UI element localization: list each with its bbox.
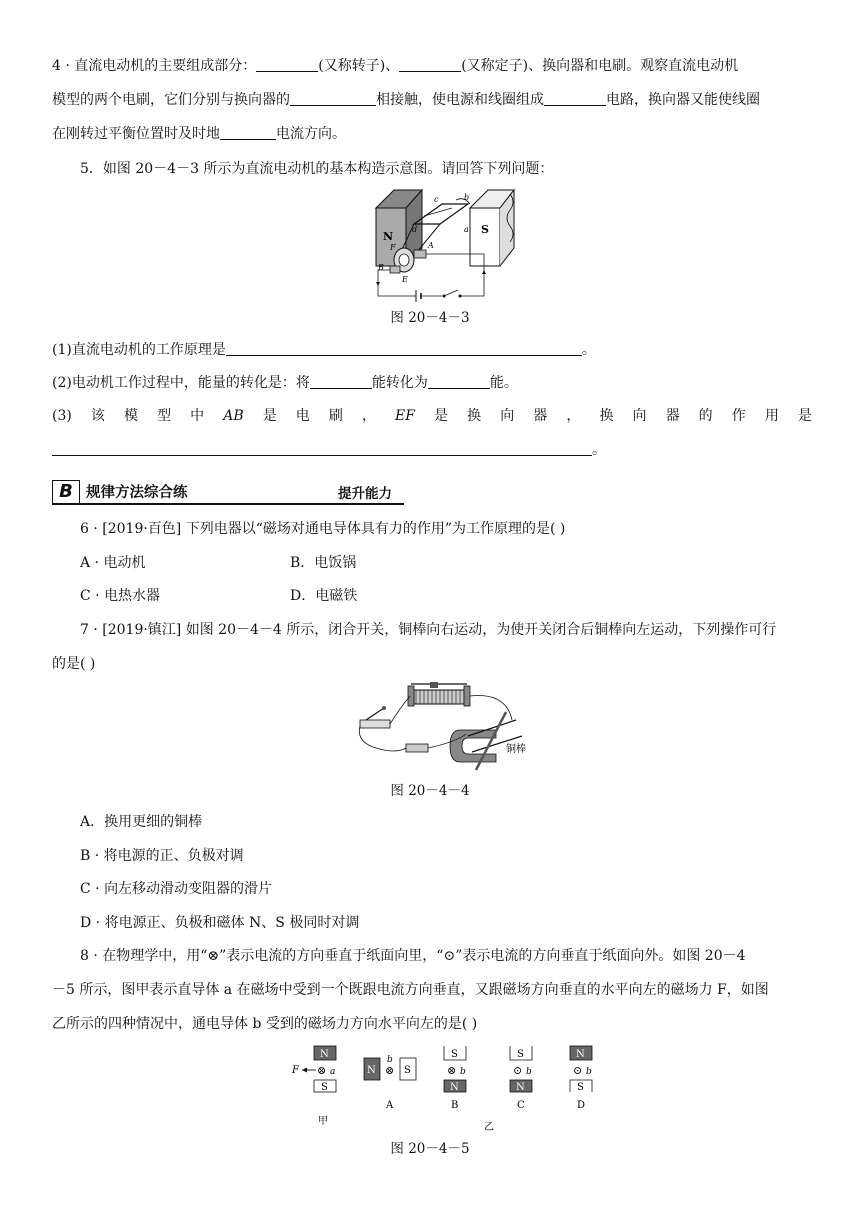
answer-blank[interactable] bbox=[256, 57, 318, 72]
q7-option-c[interactable]: C · 向左移动滑动变阻器的滑片 bbox=[80, 881, 273, 897]
svg-text:N: N bbox=[320, 1049, 329, 1060]
svg-text:b: b bbox=[460, 1067, 466, 1077]
svg-text:S: S bbox=[451, 1049, 458, 1060]
svg-text:S: S bbox=[517, 1049, 524, 1060]
q5-stem: 5．如图 20－4－3 所示为直流电动机的基本构造示意图。请回答下列问题： bbox=[80, 161, 554, 177]
diagram-option-d bbox=[570, 1046, 592, 1111]
section-header bbox=[52, 478, 404, 504]
q4-line-3: 在刚转过平衡位置时及时地 电流方向。 bbox=[52, 126, 346, 142]
q8-stem-line-1: 8 · 在物理学中，用“⊗”表示电流的方向垂直于纸面向里，“⊙”表示电流的方向垂直于纸面向外。如图 20－4 bbox=[80, 948, 746, 964]
section-badge: B bbox=[52, 480, 80, 504]
diagram-jia bbox=[291, 1046, 336, 1127]
q6-option-d[interactable]: D．电磁铁 bbox=[290, 588, 358, 604]
diagram-option-a bbox=[364, 1055, 416, 1111]
diagram-option-c bbox=[510, 1046, 532, 1111]
q6-stem: 6 · [2019·百色] 下列电器以“磁场对通电导体具有力的作用”为工作原理的是( ) bbox=[80, 521, 566, 537]
q5-part-3-word: 用 bbox=[764, 408, 779, 424]
q4-line-1: 4 · 直流电动机的主要组成部分： (又称转子)、 (又称定子)、换向器和电刷。观察直流电动机 bbox=[52, 58, 739, 74]
svg-text:⊙: ⊙ bbox=[573, 1064, 583, 1077]
q5-part-1: (1)直流电动机的工作原理是 。 bbox=[52, 342, 596, 358]
svg-text:N: N bbox=[450, 1082, 459, 1093]
q7-stem-line-2: 的是( ) bbox=[52, 656, 96, 672]
section-title: 规律方法综合练 bbox=[86, 485, 188, 501]
answer-blank[interactable] bbox=[220, 125, 276, 140]
q6-option-a[interactable]: A · 电动机 bbox=[80, 555, 146, 571]
q5-part-3-word: 的 bbox=[698, 408, 713, 424]
q5-part-3-word: ， bbox=[566, 408, 581, 424]
q5-part-3-word: 是 bbox=[434, 408, 449, 424]
svg-text:b: b bbox=[586, 1067, 592, 1077]
q6-option-b[interactable]: B．电饭锅 bbox=[290, 555, 357, 571]
svg-text:E: E bbox=[402, 275, 408, 284]
q5-part-3-word: 向 bbox=[500, 408, 515, 424]
q5-part-3-word: ， bbox=[361, 408, 376, 424]
copper-rod-label: 铜棒 bbox=[506, 744, 526, 755]
svg-text:N: N bbox=[516, 1082, 525, 1093]
q8-stem-line-2: －5 所示，图甲表示直导体 a 在磁场中受到一个既跟电流方向垂直，又跟磁场方向垂直的水平向左的磁场力 F，如图 bbox=[52, 982, 769, 998]
q6-option-c[interactable]: C · 电热水器 bbox=[80, 588, 161, 604]
svg-text:F: F bbox=[390, 243, 396, 252]
figure-caption: 图 20－4－5 bbox=[390, 1141, 470, 1157]
q7-option-d[interactable]: D · 将电源正、负极和磁体 N、S 极同时对调 bbox=[80, 915, 360, 931]
svg-text:乙: 乙 bbox=[484, 1122, 494, 1132]
q5-part-3-word: AB bbox=[223, 408, 244, 424]
q5-part-3-cont: 。 bbox=[52, 440, 812, 460]
svg-text:⊗: ⊗ bbox=[447, 1064, 457, 1077]
svg-text:c: c bbox=[434, 195, 439, 204]
q5-part-3-word: EF bbox=[395, 408, 415, 424]
svg-text:b: b bbox=[526, 1067, 532, 1077]
figure-caption: 图 20－4－3 bbox=[390, 310, 470, 326]
answer-blank[interactable] bbox=[428, 374, 490, 389]
q5-part-3-word: 作 bbox=[731, 408, 746, 424]
q4-line-2: 模型的两个电刷，它们分别与换向器的 相接触，使电源和线圈组成 电路，换向器又能使线圈 bbox=[52, 92, 760, 108]
figure-caption: 图 20－4－4 bbox=[390, 783, 470, 799]
answer-blank[interactable] bbox=[399, 57, 461, 72]
answer-blank[interactable] bbox=[52, 441, 592, 456]
answer-blank[interactable] bbox=[544, 91, 606, 106]
section-subtitle: 提升能力 bbox=[338, 486, 392, 502]
svg-text:D: D bbox=[577, 1100, 586, 1111]
q5-part-3-word: 型 bbox=[157, 408, 172, 424]
q5-part-3-word: 中 bbox=[190, 408, 205, 424]
svg-text:⊗: ⊗ bbox=[317, 1064, 327, 1077]
svg-text:C: C bbox=[517, 1100, 525, 1111]
q5-part-3-word: 器 bbox=[533, 408, 548, 424]
svg-text:N: N bbox=[367, 1065, 376, 1076]
section-divider bbox=[52, 503, 404, 505]
answer-blank[interactable] bbox=[290, 91, 376, 106]
copper-rod-diagram bbox=[356, 682, 538, 774]
svg-text:b: b bbox=[464, 193, 470, 202]
q5-part-3 bbox=[52, 406, 812, 426]
svg-text:B: B bbox=[378, 263, 384, 272]
q5-part-3-word: 换 bbox=[599, 408, 614, 424]
diagram-option-b bbox=[444, 1046, 466, 1111]
svg-text:N: N bbox=[576, 1049, 585, 1060]
answer-blank[interactable] bbox=[226, 341, 582, 356]
q5-part-3-word: 是 bbox=[797, 408, 812, 424]
svg-text:F: F bbox=[292, 1065, 299, 1076]
svg-text:A: A bbox=[386, 1100, 394, 1111]
q5-part-3-word: 刷 bbox=[328, 408, 343, 424]
q7-stem-line-1: 7 · [2019·镇江] 如图 20－4－4 所示，闭合开关，铜棒向右运动，为使开关闭合后铜棒向左运动，下列操作可行 bbox=[80, 622, 777, 638]
diagram-label-s: S bbox=[481, 223, 489, 236]
q7-option-a[interactable]: A．换用更细的铜棒 bbox=[80, 814, 203, 830]
q5-part-3-word: 是 bbox=[262, 408, 277, 424]
q5-part-2: (2)电动机工作过程中，能量的转化是：将 能转化为 能。 bbox=[52, 375, 518, 391]
magnetic-force-diagram bbox=[290, 1042, 610, 1132]
answer-blank[interactable] bbox=[310, 374, 372, 389]
svg-text:b: b bbox=[387, 1055, 393, 1065]
svg-text:d: d bbox=[412, 225, 418, 234]
svg-text:甲: 甲 bbox=[318, 1116, 328, 1127]
svg-text:S: S bbox=[321, 1082, 328, 1093]
q5-part-3-word: 该 bbox=[90, 408, 105, 424]
q7-option-b[interactable]: B · 将电源的正、负极对调 bbox=[80, 848, 244, 864]
svg-text:a: a bbox=[464, 225, 469, 234]
motor-diagram bbox=[372, 186, 520, 304]
q5-part-3-word: 器 bbox=[665, 408, 680, 424]
q5-part-3-word: (3) bbox=[52, 408, 72, 424]
svg-text:B: B bbox=[451, 1100, 459, 1111]
q5-part-3-word: 向 bbox=[632, 408, 647, 424]
q5-part-3-word: 电 bbox=[295, 408, 310, 424]
q8-stem-line-3: 乙所示的四种情况中，通电导体 b 受到的磁场力方向水平向左的是( ) bbox=[52, 1016, 478, 1032]
svg-text:S: S bbox=[577, 1082, 584, 1093]
diagram-label-n: N bbox=[383, 230, 394, 243]
svg-text:⊙: ⊙ bbox=[513, 1064, 523, 1077]
q5-part-3-word: 模 bbox=[124, 408, 138, 424]
svg-text:⊗: ⊗ bbox=[385, 1064, 395, 1077]
svg-text:S: S bbox=[404, 1065, 411, 1076]
q5-part-3-word: 换 bbox=[467, 408, 482, 424]
svg-text:a: a bbox=[330, 1067, 336, 1077]
svg-text:A: A bbox=[428, 241, 434, 250]
